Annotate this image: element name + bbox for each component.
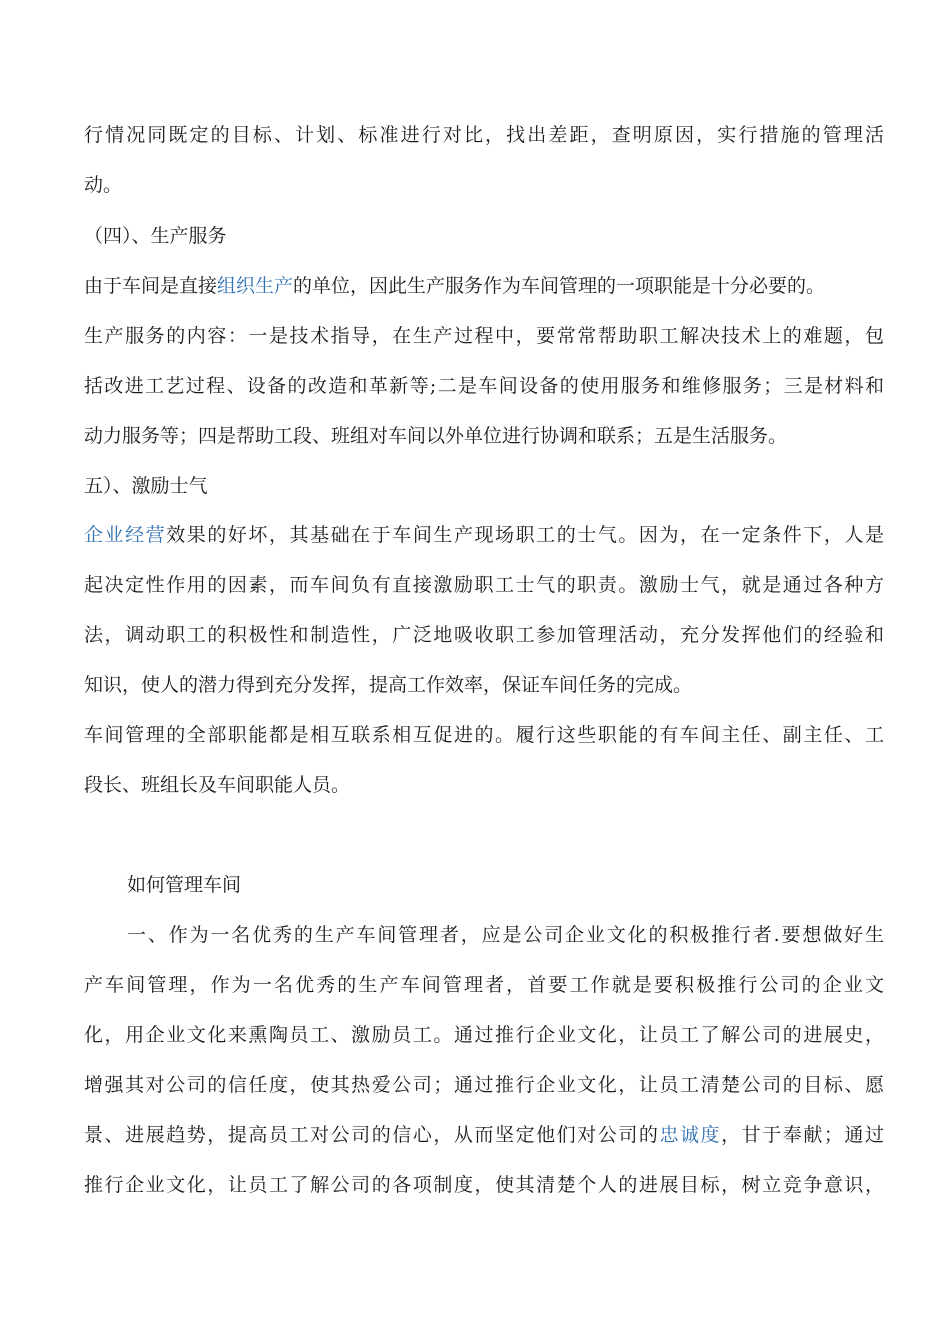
link-loyalty[interactable]: 忠诚度 xyxy=(659,1124,722,1146)
section-heading-production-service: （四）、生产服务 xyxy=(84,225,227,247)
paragraph-line: 生产服务的内容：一是技术指导，在生产过程中，要常常帮助职工解决技术上的难题，包 xyxy=(84,325,884,347)
paragraph-line xyxy=(84,273,884,299)
text-segment: ，甘于奉献；通过 xyxy=(721,1124,884,1146)
link-organize-production[interactable]: 组织生产 xyxy=(217,275,294,297)
paragraph-line: 动力服务等；四是帮助工段、班组对车间以外单位进行协调和联系；五是生活服务。 xyxy=(84,425,788,447)
text-segment: 由于车间是直接 xyxy=(84,275,218,297)
paragraph-line: 动。 xyxy=(84,174,123,196)
paragraph-line xyxy=(84,522,884,548)
paragraph-line: 法，调动职工的积极性和制造性，广泛地吸收职工参加管理活动，充分发挥他们的经验和 xyxy=(84,624,884,646)
link-business-operation[interactable]: 企业经营 xyxy=(84,524,167,546)
text-segment: 景、进展趋势，提高员工对公司的信心，从而坚定他们对公司的 xyxy=(84,1124,660,1146)
paragraph-line: 化，用企业文化来熏陶员工、激励员工。通过推行企业文化，让员工了解公司的进展史， xyxy=(84,1024,884,1046)
paragraph-line: 段长、班组长及车间职能人员。 xyxy=(84,774,351,796)
text-segment: 的单位，因此生产服务作为车间管理的一项职能是十分必要的。 xyxy=(293,275,826,297)
paragraph-line: 产车间管理，作为一名优秀的生产车间管理者，首要工作就是要积极推行公司的企业文 xyxy=(84,974,884,996)
paragraph-line: 起决定性作用的因素，而车间负有直接激励职工士气的职责。激励士气，就是通过各种方 xyxy=(84,574,884,596)
paragraph-line: 一、作为一名优秀的生产车间管理者，应是公司企业文化的积极推行者.要想做好生 xyxy=(127,924,884,946)
paragraph-line: 推行企业文化，让员工了解公司的各项制度，使其清楚个人的进展目标，树立竞争意识， xyxy=(84,1174,884,1196)
text-segment: 效果的好坏，其基础在于车间生产现场职工的士气。因为，在一定条件下，人是 xyxy=(166,524,884,546)
section-heading-motivate-morale: 五）、激励士气 xyxy=(84,475,208,497)
paragraph-line: 行情况同既定的目标、计划、标准进行对比，找出差距，查明原因，实行措施的管理活 xyxy=(84,124,884,146)
paragraph-line xyxy=(84,1122,884,1148)
paragraph-line: 车间管理的全部职能都是相互联系相互促进的。履行这些职能的有车间主任、副主任、工 xyxy=(84,724,884,746)
paragraph-line: 增强其对公司的信任度，使其热爱公司；通过推行企业文化，让员工清楚公司的目标、愿 xyxy=(84,1074,884,1096)
section-title-how-to-manage-workshop: 如何管理车间 xyxy=(127,874,242,896)
paragraph-line: 括改进工艺过程、设备的改造和革新等;二是车间设备的使用服务和维修服务；三是材料和 xyxy=(84,375,884,397)
paragraph-line: 知识，使人的潜力得到充分发挥，提高工作效率，保证车间任务的完成。 xyxy=(84,674,693,696)
